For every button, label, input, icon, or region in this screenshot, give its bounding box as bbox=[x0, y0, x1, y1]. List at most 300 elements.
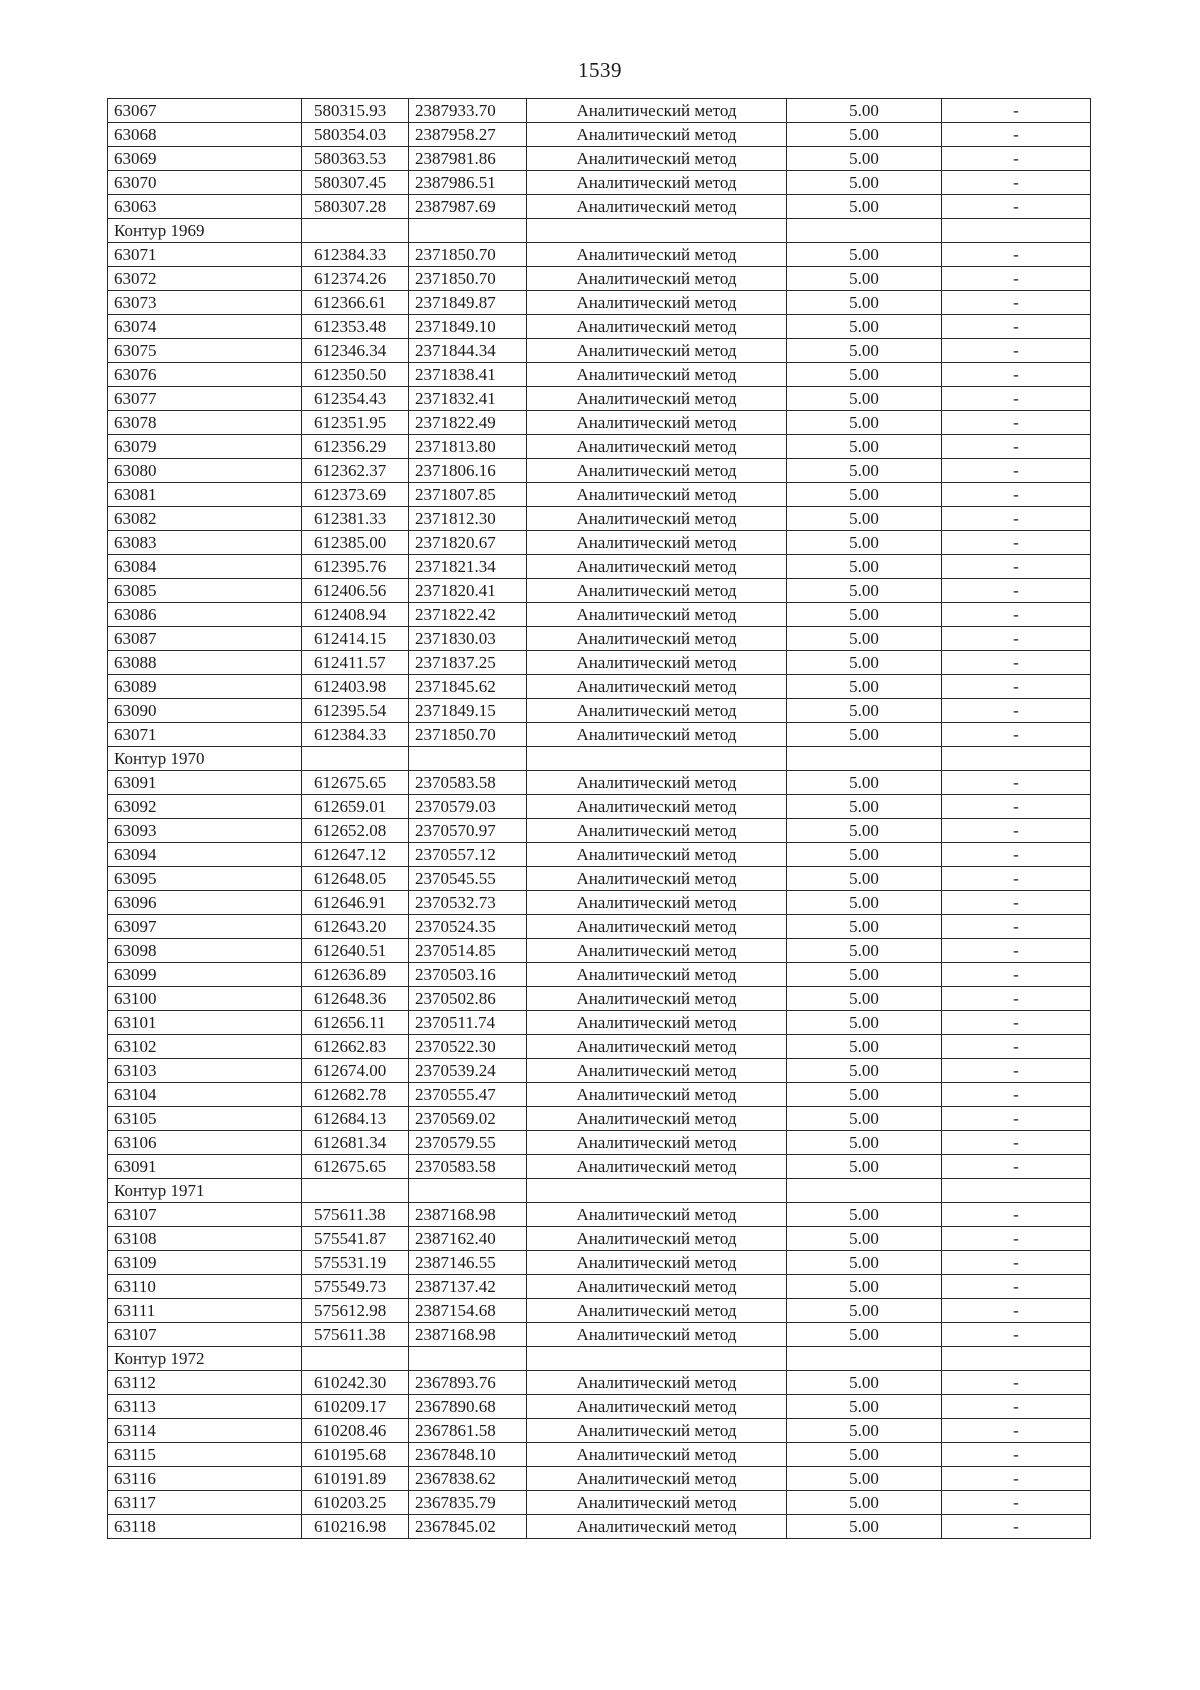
accuracy-cell: 5.00 bbox=[787, 1371, 942, 1395]
y-coordinate-cell: 2371812.30 bbox=[409, 507, 527, 531]
method-cell: Аналитический метод bbox=[527, 291, 787, 315]
point-id-cell: 63067 bbox=[108, 99, 302, 123]
table-row bbox=[108, 315, 1091, 339]
x-coordinate-cell: 610208.46 bbox=[302, 1419, 409, 1443]
x-coordinate-cell: 612406.56 bbox=[302, 579, 409, 603]
x-coordinate-cell: 610203.25 bbox=[302, 1491, 409, 1515]
table-row bbox=[108, 579, 1091, 603]
accuracy-cell: 5.00 bbox=[787, 699, 942, 723]
method-cell: Аналитический метод bbox=[527, 867, 787, 891]
y-coordinate-cell: 2370514.85 bbox=[409, 939, 527, 963]
x-coordinate-cell: 612656.11 bbox=[302, 1011, 409, 1035]
accuracy-cell: 5.00 bbox=[787, 459, 942, 483]
note-cell: - bbox=[942, 1467, 1091, 1491]
point-id-cell: 63069 bbox=[108, 147, 302, 171]
x-coordinate-cell: 612356.29 bbox=[302, 435, 409, 459]
accuracy-cell: 5.00 bbox=[787, 1059, 942, 1083]
note-cell: - bbox=[942, 1395, 1091, 1419]
note-cell: - bbox=[942, 195, 1091, 219]
empty-cell bbox=[942, 1179, 1091, 1203]
table-row bbox=[108, 867, 1091, 891]
accuracy-cell: 5.00 bbox=[787, 771, 942, 795]
empty-cell bbox=[409, 747, 527, 771]
accuracy-cell: 5.00 bbox=[787, 435, 942, 459]
table-row bbox=[108, 1419, 1091, 1443]
table-row bbox=[108, 939, 1091, 963]
point-id-cell: 63115 bbox=[108, 1443, 302, 1467]
x-coordinate-cell: 610216.98 bbox=[302, 1515, 409, 1539]
table-row bbox=[108, 1131, 1091, 1155]
y-coordinate-cell: 2367861.58 bbox=[409, 1419, 527, 1443]
empty-cell bbox=[787, 219, 942, 243]
contour-header-row bbox=[108, 747, 1091, 771]
method-cell: Аналитический метод bbox=[527, 1323, 787, 1347]
contour-label: Контур 1971 bbox=[108, 1179, 302, 1203]
note-cell: - bbox=[942, 1059, 1091, 1083]
method-cell: Аналитический метод bbox=[527, 387, 787, 411]
accuracy-cell: 5.00 bbox=[787, 195, 942, 219]
x-coordinate-cell: 580315.93 bbox=[302, 99, 409, 123]
y-coordinate-cell: 2371807.85 bbox=[409, 483, 527, 507]
note-cell: - bbox=[942, 651, 1091, 675]
y-coordinate-cell: 2370555.47 bbox=[409, 1083, 527, 1107]
x-coordinate-cell: 612681.34 bbox=[302, 1131, 409, 1155]
point-id-cell: 63084 bbox=[108, 555, 302, 579]
table-row bbox=[108, 483, 1091, 507]
accuracy-cell: 5.00 bbox=[787, 1419, 942, 1443]
method-cell: Аналитический метод bbox=[527, 123, 787, 147]
x-coordinate-cell: 612366.61 bbox=[302, 291, 409, 315]
accuracy-cell: 5.00 bbox=[787, 363, 942, 387]
method-cell: Аналитический метод bbox=[527, 195, 787, 219]
accuracy-cell: 5.00 bbox=[787, 1491, 942, 1515]
accuracy-cell: 5.00 bbox=[787, 411, 942, 435]
method-cell: Аналитический метод bbox=[527, 843, 787, 867]
method-cell: Аналитический метод bbox=[527, 555, 787, 579]
point-id-cell: 63116 bbox=[108, 1467, 302, 1491]
x-coordinate-cell: 612682.78 bbox=[302, 1083, 409, 1107]
accuracy-cell: 5.00 bbox=[787, 267, 942, 291]
method-cell: Аналитический метод bbox=[527, 1035, 787, 1059]
y-coordinate-cell: 2370570.97 bbox=[409, 819, 527, 843]
note-cell: - bbox=[942, 363, 1091, 387]
x-coordinate-cell: 612648.05 bbox=[302, 867, 409, 891]
x-coordinate-cell: 612640.51 bbox=[302, 939, 409, 963]
empty-cell bbox=[527, 1179, 787, 1203]
table-row bbox=[108, 99, 1091, 123]
method-cell: Аналитический метод bbox=[527, 651, 787, 675]
y-coordinate-cell: 2371813.80 bbox=[409, 435, 527, 459]
note-cell: - bbox=[942, 147, 1091, 171]
y-coordinate-cell: 2387137.42 bbox=[409, 1275, 527, 1299]
table-row bbox=[108, 1443, 1091, 1467]
y-coordinate-cell: 2370524.35 bbox=[409, 915, 527, 939]
accuracy-cell: 5.00 bbox=[787, 843, 942, 867]
method-cell: Аналитический метод bbox=[527, 987, 787, 1011]
note-cell: - bbox=[942, 867, 1091, 891]
empty-cell bbox=[409, 1347, 527, 1371]
table-row bbox=[108, 1323, 1091, 1347]
method-cell: Аналитический метод bbox=[527, 579, 787, 603]
table-row bbox=[108, 147, 1091, 171]
point-id-cell: 63118 bbox=[108, 1515, 302, 1539]
table-row bbox=[108, 1275, 1091, 1299]
y-coordinate-cell: 2387958.27 bbox=[409, 123, 527, 147]
method-cell: Аналитический метод bbox=[527, 795, 787, 819]
coordinates-table bbox=[107, 98, 1091, 1539]
x-coordinate-cell: 575611.38 bbox=[302, 1203, 409, 1227]
x-coordinate-cell: 612648.36 bbox=[302, 987, 409, 1011]
y-coordinate-cell: 2371830.03 bbox=[409, 627, 527, 651]
note-cell: - bbox=[942, 939, 1091, 963]
y-coordinate-cell: 2371849.87 bbox=[409, 291, 527, 315]
note-cell: - bbox=[942, 1155, 1091, 1179]
x-coordinate-cell: 610195.68 bbox=[302, 1443, 409, 1467]
empty-cell bbox=[787, 747, 942, 771]
method-cell: Аналитический метод bbox=[527, 1395, 787, 1419]
method-cell: Аналитический метод bbox=[527, 1059, 787, 1083]
x-coordinate-cell: 612385.00 bbox=[302, 531, 409, 555]
note-cell: - bbox=[942, 1011, 1091, 1035]
accuracy-cell: 5.00 bbox=[787, 1251, 942, 1275]
y-coordinate-cell: 2387981.86 bbox=[409, 147, 527, 171]
accuracy-cell: 5.00 bbox=[787, 915, 942, 939]
y-coordinate-cell: 2371821.34 bbox=[409, 555, 527, 579]
note-cell: - bbox=[942, 531, 1091, 555]
accuracy-cell: 5.00 bbox=[787, 867, 942, 891]
x-coordinate-cell: 612675.65 bbox=[302, 1155, 409, 1179]
table-row bbox=[108, 1203, 1091, 1227]
method-cell: Аналитический метод bbox=[527, 315, 787, 339]
note-cell: - bbox=[942, 1251, 1091, 1275]
y-coordinate-cell: 2371849.15 bbox=[409, 699, 527, 723]
note-cell: - bbox=[942, 291, 1091, 315]
note-cell: - bbox=[942, 627, 1091, 651]
point-id-cell: 63096 bbox=[108, 891, 302, 915]
method-cell: Аналитический метод bbox=[527, 1227, 787, 1251]
accuracy-cell: 5.00 bbox=[787, 1155, 942, 1179]
note-cell: - bbox=[942, 435, 1091, 459]
note-cell: - bbox=[942, 555, 1091, 579]
method-cell: Аналитический метод bbox=[527, 363, 787, 387]
y-coordinate-cell: 2370532.73 bbox=[409, 891, 527, 915]
point-id-cell: 63097 bbox=[108, 915, 302, 939]
y-coordinate-cell: 2370539.24 bbox=[409, 1059, 527, 1083]
table-row bbox=[108, 1251, 1091, 1275]
y-coordinate-cell: 2370511.74 bbox=[409, 1011, 527, 1035]
note-cell: - bbox=[942, 507, 1091, 531]
accuracy-cell: 5.00 bbox=[787, 171, 942, 195]
note-cell: - bbox=[942, 1035, 1091, 1059]
note-cell: - bbox=[942, 1491, 1091, 1515]
point-id-cell: 63109 bbox=[108, 1251, 302, 1275]
note-cell: - bbox=[942, 579, 1091, 603]
x-coordinate-cell: 580307.45 bbox=[302, 171, 409, 195]
x-coordinate-cell: 612346.34 bbox=[302, 339, 409, 363]
method-cell: Аналитический метод bbox=[527, 1155, 787, 1179]
method-cell: Аналитический метод bbox=[527, 627, 787, 651]
point-id-cell: 63102 bbox=[108, 1035, 302, 1059]
accuracy-cell: 5.00 bbox=[787, 1323, 942, 1347]
point-id-cell: 63074 bbox=[108, 315, 302, 339]
note-cell: - bbox=[942, 963, 1091, 987]
x-coordinate-cell: 612662.83 bbox=[302, 1035, 409, 1059]
x-coordinate-cell: 612646.91 bbox=[302, 891, 409, 915]
note-cell: - bbox=[942, 891, 1091, 915]
x-coordinate-cell: 612414.15 bbox=[302, 627, 409, 651]
accuracy-cell: 5.00 bbox=[787, 1203, 942, 1227]
accuracy-cell: 5.00 bbox=[787, 963, 942, 987]
x-coordinate-cell: 612659.01 bbox=[302, 795, 409, 819]
point-id-cell: 63091 bbox=[108, 771, 302, 795]
y-coordinate-cell: 2371845.62 bbox=[409, 675, 527, 699]
method-cell: Аналитический метод bbox=[527, 1203, 787, 1227]
note-cell: - bbox=[942, 123, 1091, 147]
note-cell: - bbox=[942, 459, 1091, 483]
point-id-cell: 63068 bbox=[108, 123, 302, 147]
table-row bbox=[108, 891, 1091, 915]
accuracy-cell: 5.00 bbox=[787, 627, 942, 651]
note-cell: - bbox=[942, 1107, 1091, 1131]
accuracy-cell: 5.00 bbox=[787, 603, 942, 627]
empty-cell bbox=[527, 747, 787, 771]
table-row bbox=[108, 651, 1091, 675]
point-id-cell: 63114 bbox=[108, 1419, 302, 1443]
y-coordinate-cell: 2367890.68 bbox=[409, 1395, 527, 1419]
x-coordinate-cell: 612350.50 bbox=[302, 363, 409, 387]
point-id-cell: 63072 bbox=[108, 267, 302, 291]
accuracy-cell: 5.00 bbox=[787, 939, 942, 963]
method-cell: Аналитический метод bbox=[527, 507, 787, 531]
point-id-cell: 63099 bbox=[108, 963, 302, 987]
note-cell: - bbox=[942, 1299, 1091, 1323]
point-id-cell: 63112 bbox=[108, 1371, 302, 1395]
table-row bbox=[108, 267, 1091, 291]
point-id-cell: 63071 bbox=[108, 243, 302, 267]
table-row bbox=[108, 1083, 1091, 1107]
method-cell: Аналитический метод bbox=[527, 1443, 787, 1467]
table-row bbox=[108, 1227, 1091, 1251]
table-row bbox=[108, 795, 1091, 819]
page-number: 1539 bbox=[578, 58, 622, 82]
accuracy-cell: 5.00 bbox=[787, 819, 942, 843]
contour-header-row bbox=[108, 1347, 1091, 1371]
table-row bbox=[108, 1371, 1091, 1395]
x-coordinate-cell: 612408.94 bbox=[302, 603, 409, 627]
point-id-cell: 63081 bbox=[108, 483, 302, 507]
point-id-cell: 63091 bbox=[108, 1155, 302, 1179]
x-coordinate-cell: 580307.28 bbox=[302, 195, 409, 219]
x-coordinate-cell: 612354.43 bbox=[302, 387, 409, 411]
table-row bbox=[108, 915, 1091, 939]
accuracy-cell: 5.00 bbox=[787, 147, 942, 171]
empty-cell bbox=[942, 219, 1091, 243]
method-cell: Аналитический метод bbox=[527, 891, 787, 915]
y-coordinate-cell: 2387168.98 bbox=[409, 1323, 527, 1347]
y-coordinate-cell: 2367838.62 bbox=[409, 1467, 527, 1491]
empty-cell bbox=[527, 219, 787, 243]
y-coordinate-cell: 2371838.41 bbox=[409, 363, 527, 387]
method-cell: Аналитический метод bbox=[527, 1515, 787, 1539]
method-cell: Аналитический метод bbox=[527, 483, 787, 507]
table-row bbox=[108, 195, 1091, 219]
coordinates-table-body bbox=[108, 99, 1091, 1539]
method-cell: Аналитический метод bbox=[527, 411, 787, 435]
table-row bbox=[108, 723, 1091, 747]
empty-cell bbox=[302, 219, 409, 243]
table-row bbox=[108, 1395, 1091, 1419]
x-coordinate-cell: 575531.19 bbox=[302, 1251, 409, 1275]
table-row bbox=[108, 123, 1091, 147]
method-cell: Аналитический метод bbox=[527, 339, 787, 363]
table-row bbox=[108, 1155, 1091, 1179]
table-row bbox=[108, 771, 1091, 795]
accuracy-cell: 5.00 bbox=[787, 483, 942, 507]
accuracy-cell: 5.00 bbox=[787, 1299, 942, 1323]
table-row bbox=[108, 243, 1091, 267]
point-id-cell: 63107 bbox=[108, 1323, 302, 1347]
x-coordinate-cell: 612384.33 bbox=[302, 243, 409, 267]
y-coordinate-cell: 2370503.16 bbox=[409, 963, 527, 987]
empty-cell bbox=[302, 1179, 409, 1203]
empty-cell bbox=[527, 1347, 787, 1371]
method-cell: Аналитический метод bbox=[527, 435, 787, 459]
method-cell: Аналитический метод bbox=[527, 675, 787, 699]
table-row bbox=[108, 555, 1091, 579]
method-cell: Аналитический метод bbox=[527, 1299, 787, 1323]
note-cell: - bbox=[942, 723, 1091, 747]
x-coordinate-cell: 612395.76 bbox=[302, 555, 409, 579]
point-id-cell: 63085 bbox=[108, 579, 302, 603]
table-row bbox=[108, 1035, 1091, 1059]
note-cell: - bbox=[942, 339, 1091, 363]
point-id-cell: 63088 bbox=[108, 651, 302, 675]
table-row bbox=[108, 987, 1091, 1011]
contour-header-row bbox=[108, 219, 1091, 243]
x-coordinate-cell: 612411.57 bbox=[302, 651, 409, 675]
accuracy-cell: 5.00 bbox=[787, 1035, 942, 1059]
accuracy-cell: 5.00 bbox=[787, 123, 942, 147]
x-coordinate-cell: 612403.98 bbox=[302, 675, 409, 699]
note-cell: - bbox=[942, 1275, 1091, 1299]
note-cell: - bbox=[942, 1131, 1091, 1155]
point-id-cell: 63076 bbox=[108, 363, 302, 387]
note-cell: - bbox=[942, 603, 1091, 627]
point-id-cell: 63078 bbox=[108, 411, 302, 435]
accuracy-cell: 5.00 bbox=[787, 1275, 942, 1299]
accuracy-cell: 5.00 bbox=[787, 579, 942, 603]
accuracy-cell: 5.00 bbox=[787, 555, 942, 579]
note-cell: - bbox=[942, 315, 1091, 339]
empty-cell bbox=[302, 1347, 409, 1371]
note-cell: - bbox=[942, 171, 1091, 195]
method-cell: Аналитический метод bbox=[527, 915, 787, 939]
accuracy-cell: 5.00 bbox=[787, 1443, 942, 1467]
y-coordinate-cell: 2371850.70 bbox=[409, 723, 527, 747]
x-coordinate-cell: 610209.17 bbox=[302, 1395, 409, 1419]
point-id-cell: 63110 bbox=[108, 1275, 302, 1299]
x-coordinate-cell: 612374.26 bbox=[302, 267, 409, 291]
x-coordinate-cell: 612362.37 bbox=[302, 459, 409, 483]
y-coordinate-cell: 2370583.58 bbox=[409, 1155, 527, 1179]
note-cell: - bbox=[942, 1443, 1091, 1467]
note-cell: - bbox=[942, 1083, 1091, 1107]
table-row bbox=[108, 1491, 1091, 1515]
accuracy-cell: 5.00 bbox=[787, 651, 942, 675]
x-coordinate-cell: 580354.03 bbox=[302, 123, 409, 147]
empty-cell bbox=[942, 747, 1091, 771]
table-row bbox=[108, 459, 1091, 483]
empty-cell bbox=[409, 1179, 527, 1203]
table-row bbox=[108, 363, 1091, 387]
empty-cell bbox=[787, 1179, 942, 1203]
x-coordinate-cell: 612675.65 bbox=[302, 771, 409, 795]
note-cell: - bbox=[942, 819, 1091, 843]
accuracy-cell: 5.00 bbox=[787, 1467, 942, 1491]
point-id-cell: 63083 bbox=[108, 531, 302, 555]
accuracy-cell: 5.00 bbox=[787, 507, 942, 531]
method-cell: Аналитический метод bbox=[527, 603, 787, 627]
point-id-cell: 63070 bbox=[108, 171, 302, 195]
table-row bbox=[108, 171, 1091, 195]
method-cell: Аналитический метод bbox=[527, 1467, 787, 1491]
point-id-cell: 63106 bbox=[108, 1131, 302, 1155]
table-row bbox=[108, 819, 1091, 843]
method-cell: Аналитический метод bbox=[527, 1419, 787, 1443]
y-coordinate-cell: 2371850.70 bbox=[409, 243, 527, 267]
x-coordinate-cell: 612652.08 bbox=[302, 819, 409, 843]
x-coordinate-cell: 612351.95 bbox=[302, 411, 409, 435]
note-cell: - bbox=[942, 99, 1091, 123]
note-cell: - bbox=[942, 411, 1091, 435]
x-coordinate-cell: 575541.87 bbox=[302, 1227, 409, 1251]
method-cell: Аналитический метод bbox=[527, 1275, 787, 1299]
point-id-cell: 63075 bbox=[108, 339, 302, 363]
x-coordinate-cell: 612353.48 bbox=[302, 315, 409, 339]
y-coordinate-cell: 2367835.79 bbox=[409, 1491, 527, 1515]
method-cell: Аналитический метод bbox=[527, 1011, 787, 1035]
note-cell: - bbox=[942, 1227, 1091, 1251]
y-coordinate-cell: 2387168.98 bbox=[409, 1203, 527, 1227]
y-coordinate-cell: 2370522.30 bbox=[409, 1035, 527, 1059]
accuracy-cell: 5.00 bbox=[787, 243, 942, 267]
table-row bbox=[108, 531, 1091, 555]
point-id-cell: 63087 bbox=[108, 627, 302, 651]
note-cell: - bbox=[942, 675, 1091, 699]
note-cell: - bbox=[942, 1515, 1091, 1539]
point-id-cell: 63095 bbox=[108, 867, 302, 891]
point-id-cell: 63108 bbox=[108, 1227, 302, 1251]
y-coordinate-cell: 2371822.42 bbox=[409, 603, 527, 627]
y-coordinate-cell: 2371820.67 bbox=[409, 531, 527, 555]
table-row bbox=[108, 1059, 1091, 1083]
table-row bbox=[108, 339, 1091, 363]
point-id-cell: 63094 bbox=[108, 843, 302, 867]
point-id-cell: 63100 bbox=[108, 987, 302, 1011]
note-cell: - bbox=[942, 1323, 1091, 1347]
accuracy-cell: 5.00 bbox=[787, 1131, 942, 1155]
y-coordinate-cell: 2367848.10 bbox=[409, 1443, 527, 1467]
accuracy-cell: 5.00 bbox=[787, 891, 942, 915]
y-coordinate-cell: 2371837.25 bbox=[409, 651, 527, 675]
method-cell: Аналитический метод bbox=[527, 243, 787, 267]
y-coordinate-cell: 2370545.55 bbox=[409, 867, 527, 891]
point-id-cell: 63063 bbox=[108, 195, 302, 219]
accuracy-cell: 5.00 bbox=[787, 531, 942, 555]
accuracy-cell: 5.00 bbox=[787, 291, 942, 315]
accuracy-cell: 5.00 bbox=[787, 315, 942, 339]
note-cell: - bbox=[942, 243, 1091, 267]
